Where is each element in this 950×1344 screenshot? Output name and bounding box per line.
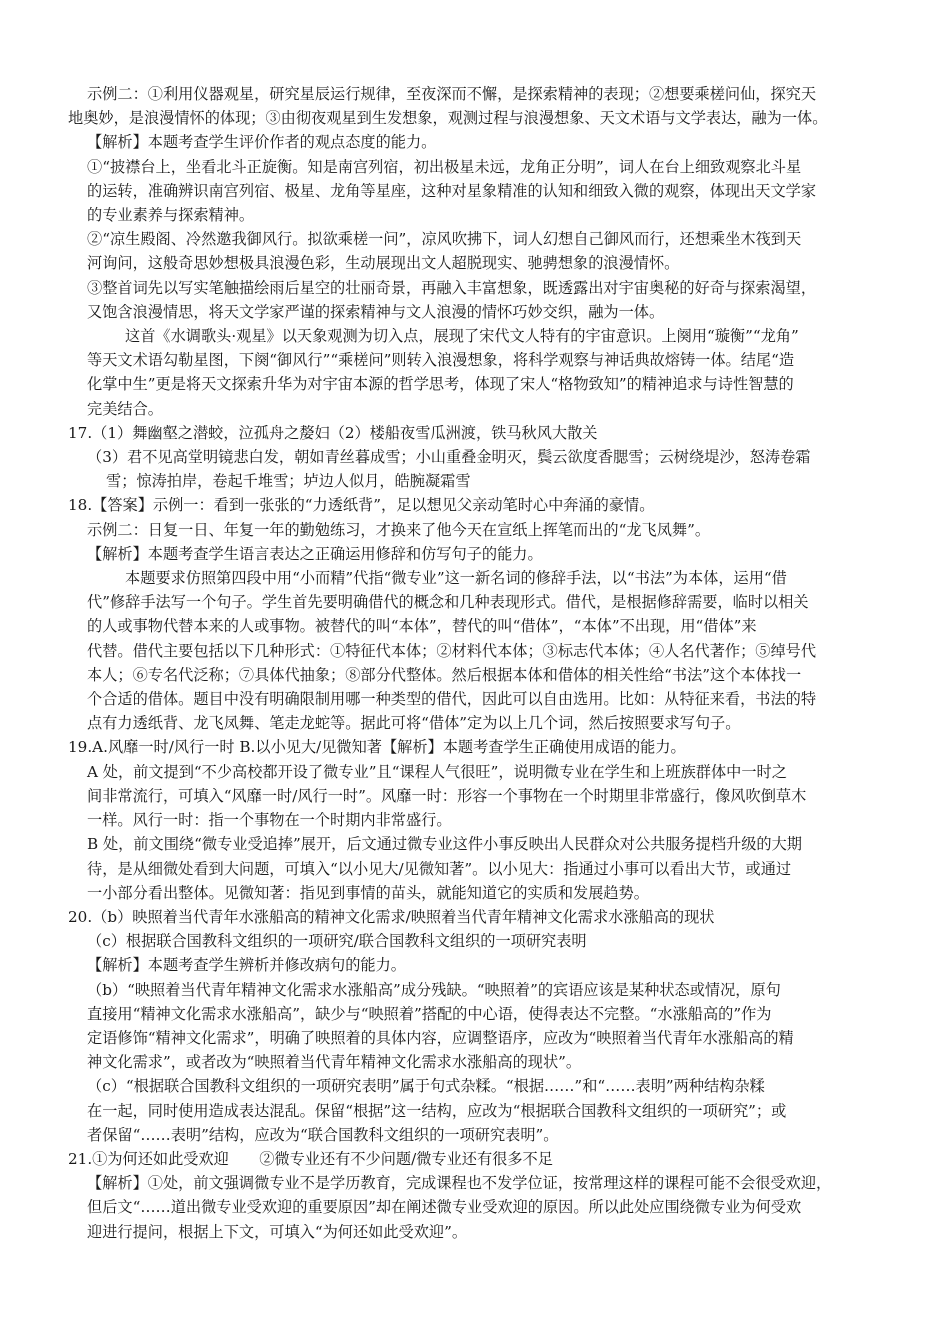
text-line: 本人；⑥专名代泛称；⑦具体代抽象；⑧部分代整体。然后根据本体和借体的相关性给“书法”这个本体找一 bbox=[87, 665, 802, 684]
text-line: （c）“根据联合国教科文组织的一项研究表明”属于句式杂糅。“根据……”和“……表明”两种结构杂糅 bbox=[87, 1077, 765, 1096]
text-line: 定语修饰“精神文化需求”，明确了映照着的具体内容，应调整语序，应改为“映照着当代青年水涨船高的精 bbox=[87, 1028, 794, 1047]
text-line: 个合适的借体。题目中没有明确限制用哪一种类型的借代，因此可以自由选用。比如：从特征来看，书法的特 bbox=[87, 690, 816, 709]
text-line: 但后文“……道出微专业受欢迎的重要原因”却在阐述微专业受欢迎的原因。所以此处应围绕微专业为何受欢 bbox=[87, 1198, 802, 1217]
text-line: 雪；惊涛拍岸，卷起千堆雪；垆边人似月，皓腕凝霜雪 bbox=[106, 472, 471, 491]
text-line: （3）君不见高堂明镜悲白发，朝如青丝暮成雪；小山重叠金明灭，鬓云欲度香腮雪；云树绕堤沙，怒涛卷霜 bbox=[87, 448, 811, 467]
text-line: 完美结合。 bbox=[87, 399, 163, 418]
text-line: 一小部分看出整体。见微知著：指见到事情的苗头，就能知道它的实质和发展趋势。 bbox=[87, 883, 649, 902]
text-line: 示例二：①利用仪器观星，研究星辰运行规律，至夜深而不懈，是探索精神的表现；②想要乘槎问仙，探究天 bbox=[87, 85, 816, 103]
text-line: （c）根据联合国教科文组织的一项研究/联合国教科文组织的一项研究表明 bbox=[87, 932, 587, 951]
text-line: 地奥妙，是浪漫情怀的体现；③由彻夜观星到生发想象，观测过程与浪漫想象、天文术语与文学表达，融为一体。 bbox=[68, 109, 828, 128]
text-line: 【解析】本题考查学生语言表达之正确运用修辞和仿写句子的能力。 bbox=[87, 544, 543, 563]
text-line: 代”修辞手法写一个句子。学生首先要明确借代的概念和几种表现形式。借代，是根据修辞需要，临时以相关 bbox=[87, 593, 809, 612]
text-line: 代替。借代主要包括以下几种形式：①特征代本体；②材料代本体；③标志代本体；④人名代著作；⑤绰号代 bbox=[87, 641, 816, 660]
text-line: 一样。风行一时：指一个事物在一个时期内非常盛行。 bbox=[87, 811, 452, 830]
text-line: 者保留“……表明”结构，应改为“联合国教科文组织的一项研究表明”。 bbox=[87, 1125, 559, 1144]
text-line: 直接用“精神文化需求水涨船高”，缺少与“映照着”搭配的中心语，使得表达不完整。“水涨船高的”作为 bbox=[87, 1004, 772, 1023]
text-line: 间非常流行，可填入“风靡一时/风行一时”。风靡一时：形容一个事物在一个时期里非常盛行，像风吹倒草木 bbox=[87, 786, 807, 805]
text-line: 【解析】①处，前文强调微专业不是学历教育，完成课程也不发学位证，按常理这样的课程可能不会很受欢迎， bbox=[87, 1174, 832, 1193]
text-line: A 处，前文提到“不少高校都开设了微专业”且“课程人气很旺”，说明微专业在学生和上班族群体中一时之 bbox=[87, 762, 787, 781]
text-line: 的运转，准确辨识南宫列宿、极星、龙角等星座，这种对星象精准的认知和细致入微的观察，体现出天文学家 bbox=[87, 181, 816, 200]
text-line: 的专业素养与探索精神。 bbox=[87, 206, 255, 225]
text-line: 在一起，同时使用造成表达混乱。保留“根据”这一结构，应改为“根据联合国教科文组织的一项研究”；或 bbox=[87, 1101, 787, 1120]
text-line: 本题要求仿照第四段中用“小而精”代指“微专业”这一新名词的修辞手法，以“书法”为本体，运用“借 bbox=[125, 569, 787, 588]
text-line: 【解析】本题考查学生评价作者的观点态度的能力。 bbox=[87, 133, 437, 152]
text-line: 19.A.风靡一时/风行一时 B.以小见大/见微知著【解析】本题考查学生正确使用成语的能力。 bbox=[68, 738, 686, 757]
text-line: 点有力透纸背、龙飞凤舞、笔走龙蛇等。据此可将“借体”定为以上几个词，然后按照要求写句子。 bbox=[87, 714, 741, 733]
text-line: ③整首词先以写实笔触描绘雨后星空的壮丽奇景，再融入丰富想象，既透露出对宇宙奥秘的好奇与探索渴望， bbox=[87, 278, 816, 297]
text-line: 又饱含浪漫情思，将天文学家严谨的探索精神与文人浪漫的情怀巧妙交织，融为一体。 bbox=[87, 302, 665, 321]
text-line: 18.【答案】示例一：看到一张张的“力透纸背”，足以想见父亲动笔时心中奔涌的豪情。 bbox=[68, 496, 655, 515]
text-line: ①“披襟台上，坐看北斗正旋衡。知是南宫列宿，初出极星未远，龙角正分明”，词人在台上细致观察北斗星 bbox=[87, 157, 802, 176]
text-line: 这首《水调歌头·观星》以天象观测为切入点，展现了宋代文人特有的宇宙意识。上阕用“璇衡”“龙角” bbox=[125, 327, 799, 346]
text-line: 迎进行提问，根据上下文，可填入“为何还如此受欢迎”。 bbox=[87, 1222, 468, 1241]
text-line: （b）“映照着当代青年精神文化需求水涨船高”成分残缺。“映照着”的宾语应该是某种状态或情况，原句 bbox=[87, 980, 781, 999]
text-line: 待，是从细微处看到大问题，可填入“以小见大/见微知著”。以小见大：指通过小事可以看出大节，或通过 bbox=[87, 859, 792, 878]
text-line: 等天文术语勾勒星图，下阕“御风行”“乘槎问”则转入浪漫想象，将科学观察与神话典故熔铸一体。结尾“造 bbox=[87, 351, 795, 370]
text-line: 21.①为何还如此受欢迎 ②微专业还有不少问题/微专业还有很多不足 bbox=[68, 1149, 553, 1168]
text-line: 神文化需求”，或者改为“映照着当代青年精神文化需求水涨船高的现状”。 bbox=[87, 1053, 582, 1072]
text-line: ②“凉生殿阁、冷然邀我御风行。拟欲乘槎一问”，凉风吹拂下，词人幻想自己御风而行，还想乘坐木筏到天 bbox=[87, 230, 802, 249]
text-line: 20.（b）映照着当代青年水涨船高的精神文化需求/映照着当代青年精神文化需求水涨船高的现状 bbox=[68, 907, 715, 926]
text-line: B 处，前文围绕“微专业受追捧”展开，后文通过微专业这件小事反映出人民群众对公共服务提档升级的大期 bbox=[87, 835, 802, 854]
text-line: 【解析】本题考查学生辨析并修改病句的能力。 bbox=[87, 956, 406, 975]
text-line: 的人或事物代替本来的人或事物。被替代的叫“本体”，替代的叫“借体”，“本体”不出现，用“借体”来 bbox=[87, 617, 757, 636]
text-line: 17.（1）舞幽壑之潜蛟，泣孤舟之嫠妇（2）楼船夜雪瓜洲渡，铁马秋风大散关 bbox=[68, 423, 598, 442]
text-line: 化掌中生”更是将天文探索升华为对宇宙本源的哲学思考，体现了宋人“格物致知”的精神追求与诗性智慧的 bbox=[87, 375, 794, 394]
text-line: 示例二：日复一日、年复一年的勤勉练习，才换来了他今天在宣纸上挥笔而出的“龙飞凤舞”。 bbox=[87, 520, 711, 539]
text-line: 河询问，这般奇思妙想极具浪漫色彩，生动展现出文人超脱现实、驰骋想象的浪漫情怀。 bbox=[87, 254, 680, 273]
